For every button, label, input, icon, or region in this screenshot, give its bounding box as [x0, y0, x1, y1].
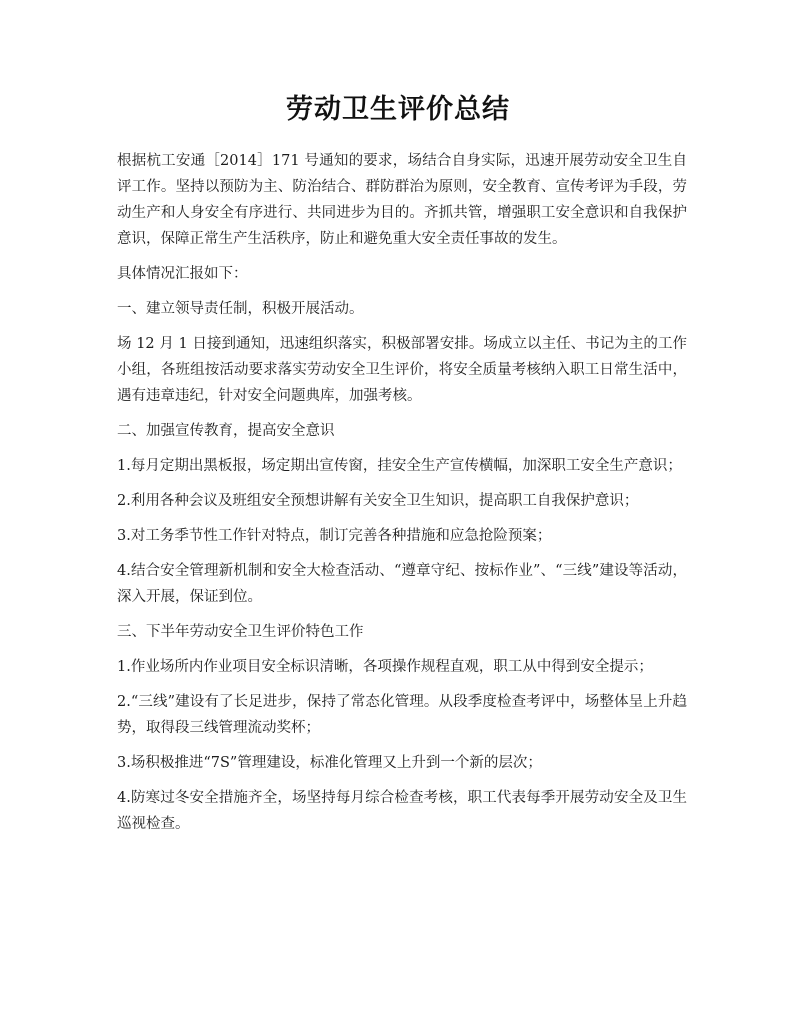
list-item: 2.“三线”建设有了长足进步，保持了常态化管理。从段季度检查考评中，场整体呈上升趋势，取得段三线管理流动奖杯；: [117, 694, 687, 736]
section-heading-2: 二、加强宣传教育，提高安全意识: [117, 423, 335, 439]
paragraph-intro: 根据杭工安通［2014］171 号通知的要求，场结合自身实际，迅速开展劳动安全卫生自评工作。坚持以预防为主、防治结合、群防群治为原则，安全教育、宣传考评为手段，劳动生产和人身安全有序进行、共同进步为目的。齐抓共管，增强职工安全意识和自我保护意识，保障正常生产生活秩序，防止和避免重大安全责任事故的发生。: [117, 153, 687, 247]
document-body: [117, 148, 687, 846]
list-item: 4.防寒过冬安全措施齐全，场坚持每月综合检查考核，职工代表每季开展劳动安全及卫生巡视检查。: [117, 790, 687, 832]
list-item: 1.每月定期出黑板报，场定期出宣传窗，挂安全生产宣传横幅，加深职工安全生产意识；: [117, 458, 682, 474]
list-item: 4.结合安全管理新机制和安全大检查活动、“遵章守纪、按标作业”、“三线”建设等活动，深入开展，保证到位。: [117, 563, 687, 605]
document-title: 劳动卫生评价总结: [286, 94, 510, 125]
paragraph-section-1: 场 12 月 1 日接到通知，迅速组织落实，积极部署安排。场成立以主任、书记为主的工作小组，各班组按活动要求落实劳动安全卫生评价，将安全质量考核纳入职工日常生活中，遇有违章违纪，针对安全问题典库，加强考核。: [117, 336, 687, 404]
section-heading-3: 三、下半年劳动安全卫生评价特色工作: [117, 624, 364, 640]
section-heading-1: 一、建立领导责任制，积极开展活动。: [117, 301, 364, 317]
list-item: 3.场积极推进“7S”管理建设，标准化管理又上升到一个新的层次；: [117, 755, 542, 771]
list-item: 1.作业场所内作业项目安全标识清晰，各项操作规程直观，职工从中得到安全提示；: [117, 659, 653, 675]
list-item: 2.利用各种会议及班组安全预想讲解有关安全卫生知识，提高职工自我保护意识；: [117, 493, 639, 509]
list-item: 3.对工务季节性工作针对特点，制订完善各种措施和应急抢险预案；: [117, 528, 552, 544]
paragraph-report-lead: 具体情况汇报如下：: [117, 266, 248, 282]
